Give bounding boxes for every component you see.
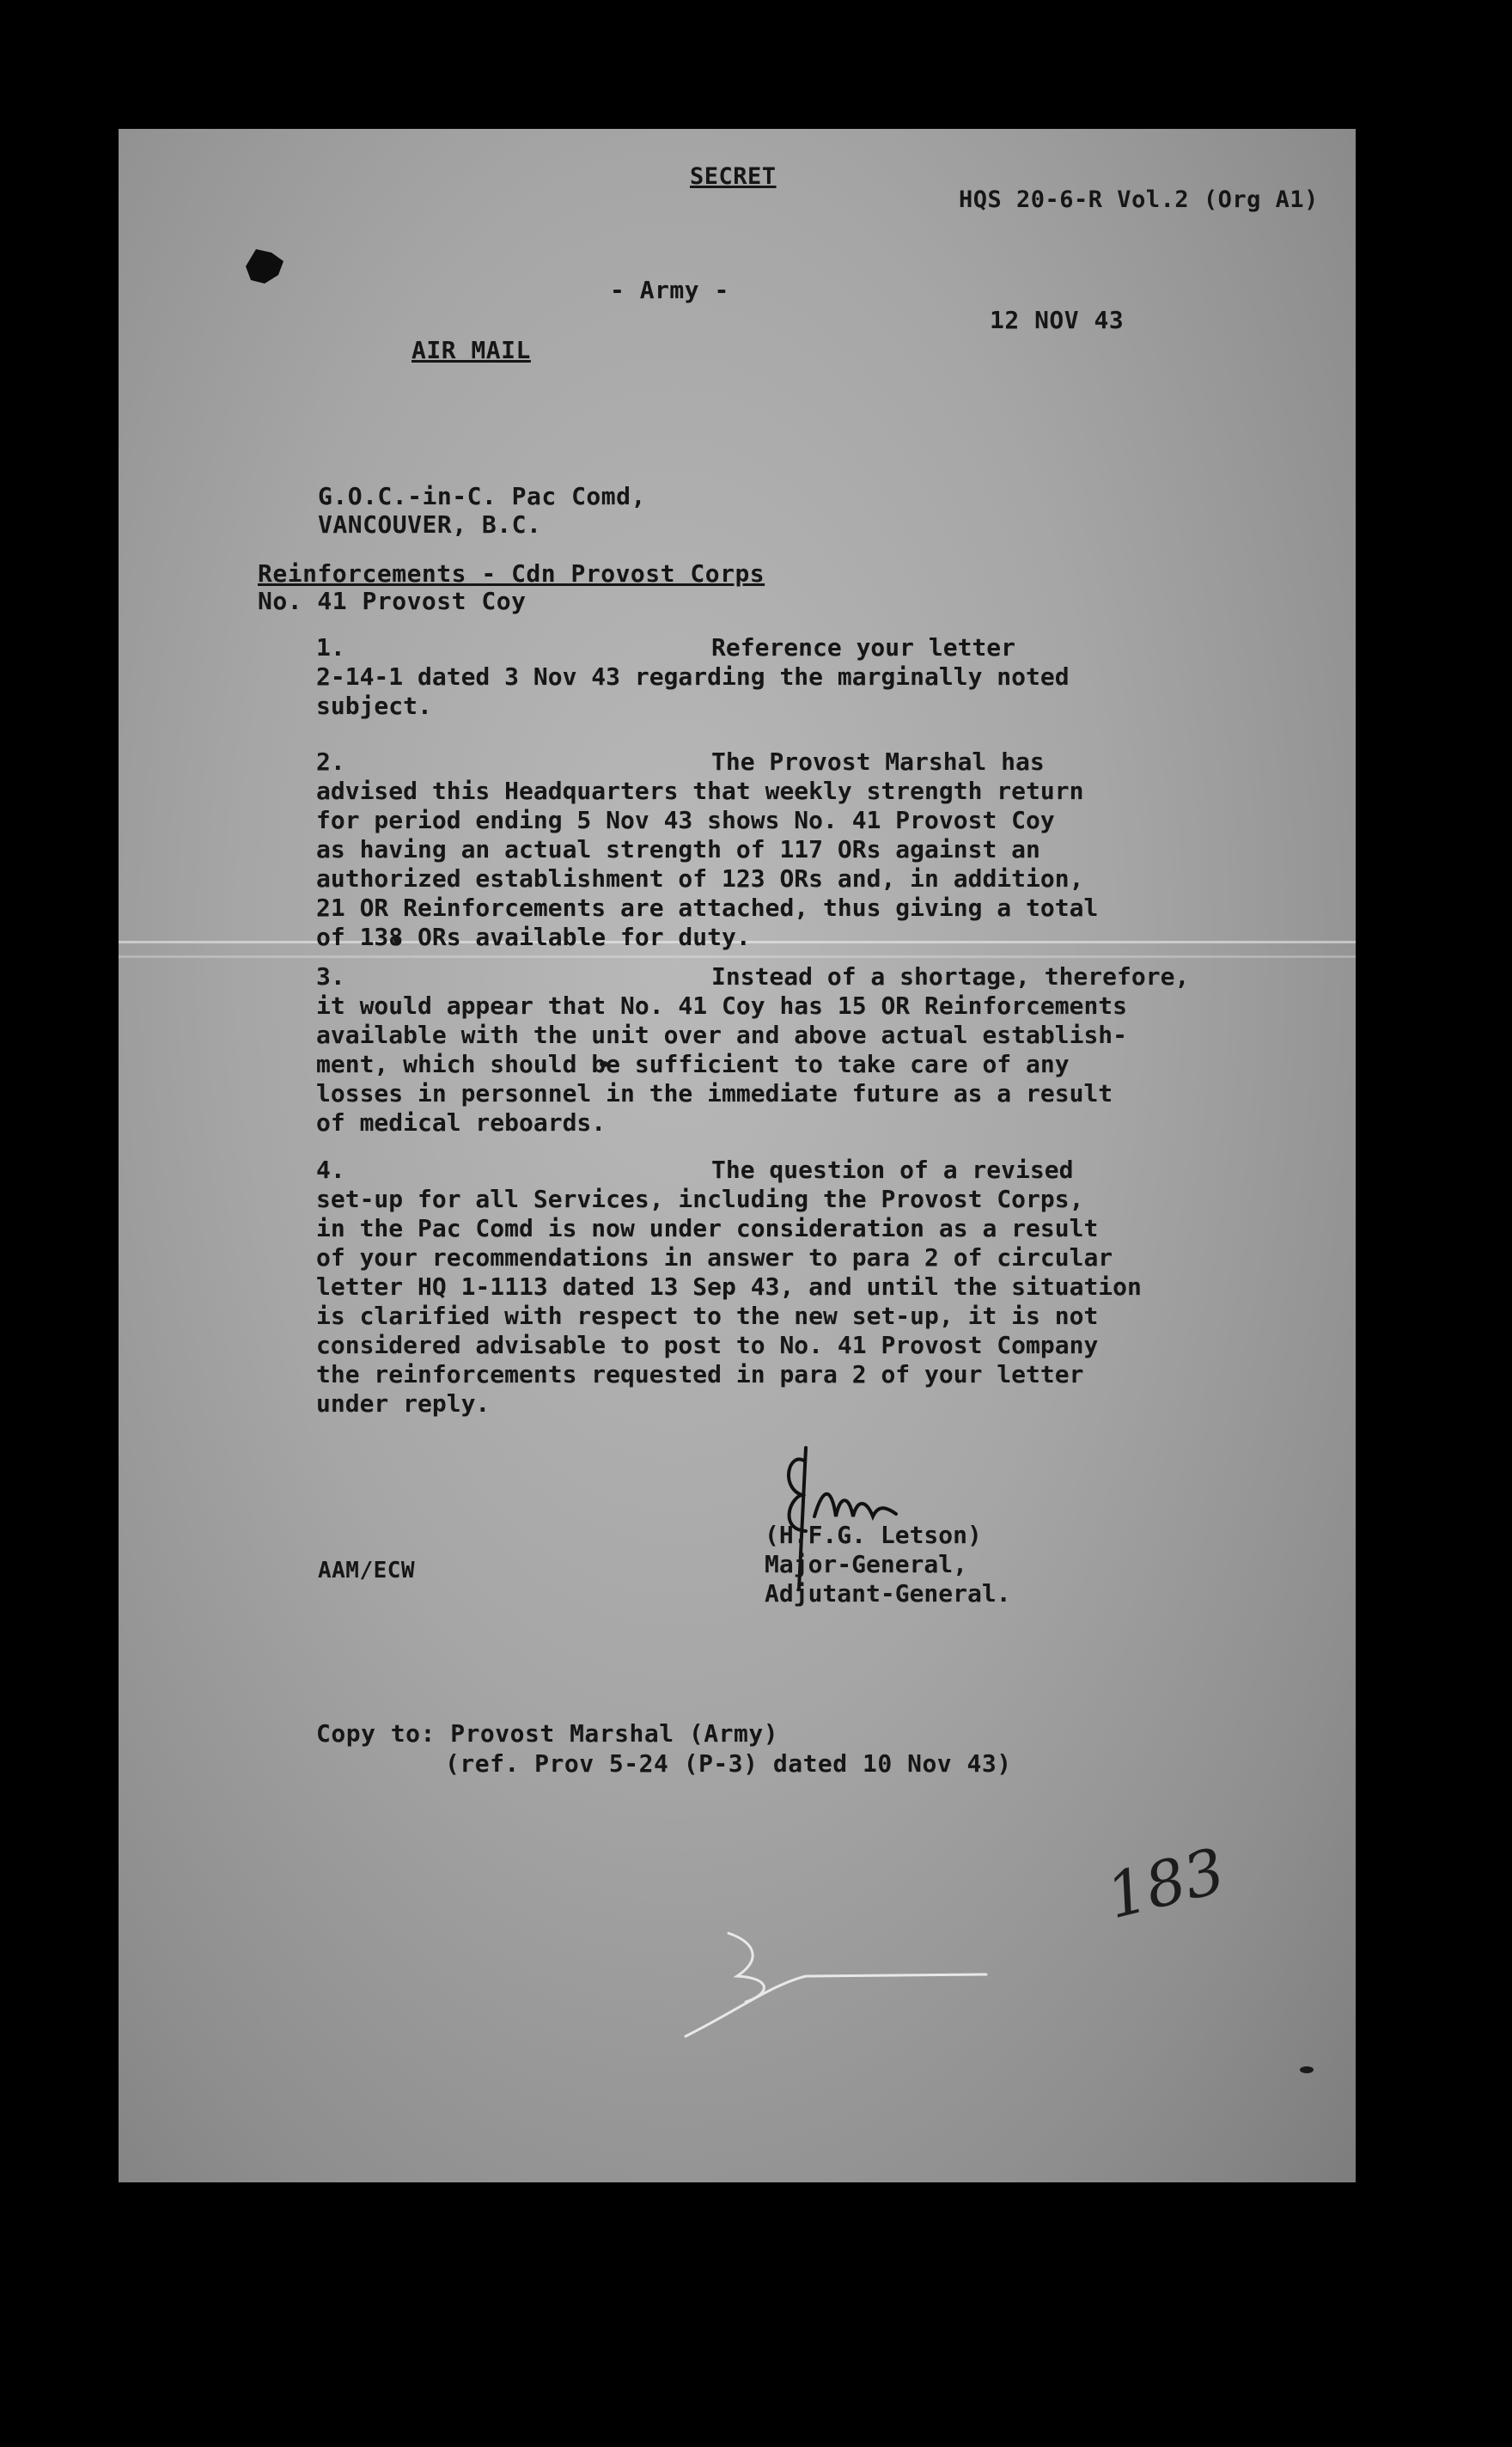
paragraph-2	[316, 748, 1244, 952]
paragraph-line: available with the unit over and above actual establish-	[316, 1021, 1128, 1049]
addressee-line: G.O.C.-in-C. Pac Comd,	[318, 482, 646, 510]
paragraph-4	[316, 1156, 1244, 1419]
subject-heading: Reinforcements - Cdn Provost Corps	[258, 559, 765, 588]
paragraph-line: subject.	[316, 692, 432, 720]
paragraph-line: letter HQ 1-1113 dated 13 Sep 43, and until the situation	[316, 1272, 1142, 1301]
paragraph-line: in the Pac Comd is now under consideration as a result	[316, 1214, 1099, 1242]
subject-unit: No. 41 Provost Coy	[258, 587, 527, 615]
paragraph-line: 2-14-1 dated 3 Nov 43 regarding the marginally noted	[316, 662, 1070, 691]
paragraph-1	[316, 633, 1244, 721]
ink-speck	[1300, 2066, 1314, 2073]
paragraph-line: of your recommendations in answer to para 2 of circular	[316, 1243, 1113, 1272]
paragraph-line: it would appear that No. 41 Coy has 15 OR Reinforcements	[316, 992, 1128, 1020]
paragraph-line: the reinforcements requested in para 2 of your letter	[316, 1360, 1084, 1388]
paragraph-number: 2.	[316, 748, 345, 776]
ink-blot-mark	[239, 241, 292, 294]
paragraph-line: Instead of a shortage, therefore,	[711, 962, 1190, 991]
paper-fold-crease	[119, 955, 1356, 958]
signature-block	[765, 1521, 1011, 1608]
paragraph-line: advised this Headquarters that weekly strength return	[316, 777, 1084, 805]
paragraph-line: considered advisable to post to No. 41 Provost Company	[316, 1331, 1099, 1359]
signatory-rank: Major-General,	[765, 1550, 968, 1578]
pencil-mark-annotation	[634, 1882, 995, 2053]
paragraph-line: losses in personnel in the immediate future as a result	[316, 1079, 1113, 1108]
paragraph-line: for period ending 5 Nov 43 shows No. 41 Provost Coy	[316, 806, 1055, 834]
paragraph-line: under reply.	[316, 1389, 491, 1418]
paragraph-number: 1.	[316, 633, 345, 662]
classification-stamp: SECRET	[690, 163, 777, 190]
letter-date: 12 NOV 43	[990, 306, 1125, 334]
typist-initials: AAM/ECW	[318, 1558, 416, 1584]
signatory-title: Adjutant-General.	[765, 1579, 1011, 1608]
signatory-name: (H.F.G. Letson)	[765, 1521, 982, 1549]
paragraph-3	[316, 962, 1244, 1138]
paragraph-line: authorized establishment of 123 ORs and, in addition,	[316, 864, 1084, 893]
paragraph-line: Reference your letter	[711, 633, 1016, 662]
copy-to-reference: (ref. Prov 5-24 (P-3) dated 10 Nov 43)	[445, 1749, 1012, 1778]
paragraph-line: is clarified with respect to the new set-up, it is not	[316, 1302, 1099, 1330]
paragraph-line: The question of a revised	[711, 1156, 1074, 1184]
paragraph-line: ment, which should be sufficient to take care of any	[316, 1050, 1070, 1078]
document-page	[119, 129, 1356, 2182]
addressee-city: VANCOUVER, B.C.	[318, 510, 542, 539]
folio-number: 183	[1099, 1834, 1232, 1933]
paragraph-number: 3.	[316, 962, 345, 991]
paragraph-number: 4.	[316, 1156, 345, 1184]
paragraph-line: 21 OR Reinforcements are attached, thus giving a total	[316, 894, 1099, 922]
service-designation: - Army -	[610, 276, 729, 304]
paragraph-line: as having an actual strength of 117 ORs against an	[316, 835, 1040, 863]
paragraph-line: of 138 ORs available for duty.	[316, 923, 751, 951]
delivery-method: AIR MAIL	[412, 336, 531, 364]
paragraph-line: The Provost Marshal has	[711, 748, 1045, 776]
copy-to-line: Copy to: Provost Marshal (Army)	[316, 1719, 779, 1748]
paragraph-line: of medical reboards.	[316, 1108, 607, 1137]
file-reference: HQS 20-6-R Vol.2 (Org A1)	[959, 186, 1319, 213]
paragraph-line: set-up for all Services, including the Provost Corps,	[316, 1185, 1084, 1213]
